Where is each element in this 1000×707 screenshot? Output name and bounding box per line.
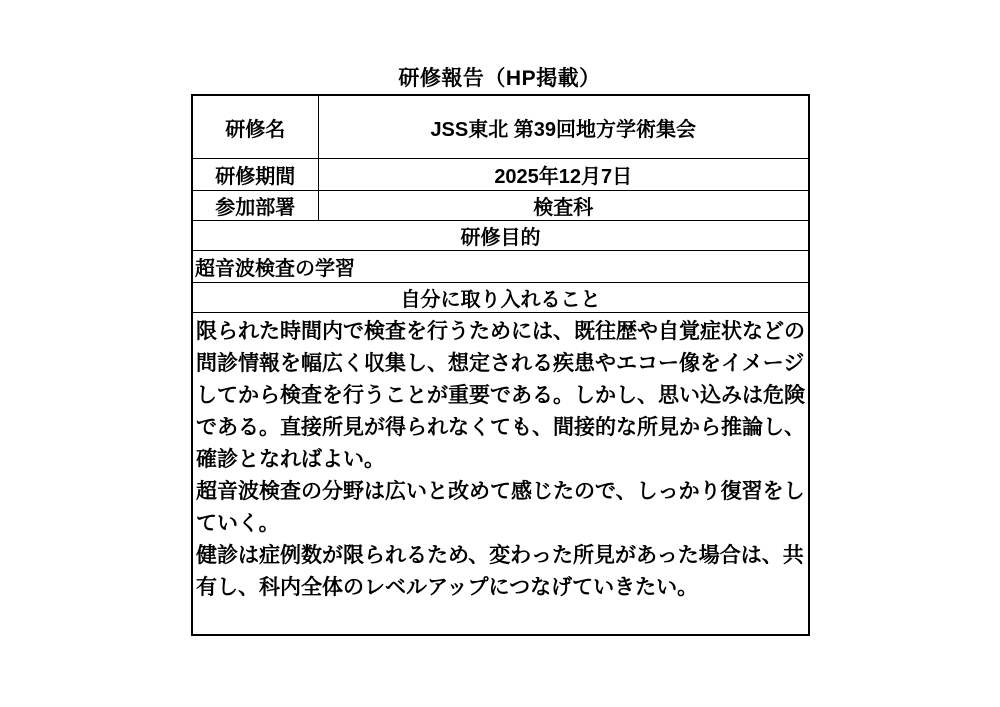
row-purpose-header bbox=[192, 221, 809, 251]
department-value: 検査科 bbox=[318, 191, 809, 221]
takeaway-line: してから検査を行うことが重要である。しかし、思い込みは危険 bbox=[196, 384, 805, 407]
takeaway-line: 限られた時間内で検査を行うためには、既往歴や自覚症状などの bbox=[196, 320, 805, 343]
training-period-value: 2025年12月7日 bbox=[318, 159, 809, 191]
department-label: 参加部署 bbox=[192, 191, 318, 221]
document-title: 研修報告（HP掲載） bbox=[398, 67, 601, 90]
takeaway-line: である。直接所見が得られなくても、間接的な所見から推論し、 bbox=[196, 416, 805, 439]
training-report-table bbox=[191, 94, 810, 636]
takeaway-line: 確診となればよい。 bbox=[196, 448, 385, 471]
takeaway-line: 問診情報を幅広く収集し、想定される疾患やエコー像をイメージ bbox=[196, 352, 805, 375]
purpose-header: 研修目的 bbox=[192, 221, 809, 251]
row-purpose-value bbox=[192, 251, 809, 283]
row-training-period bbox=[192, 159, 809, 191]
training-name-label: 研修名 bbox=[192, 95, 318, 159]
training-name-value: JSS東北 第39回地方学術集会 bbox=[318, 95, 809, 159]
takeaway-line: 超音波検査の分野は広いと改めて感じたので、しっかり復習をし bbox=[196, 480, 805, 503]
takeaway-line: ていく。 bbox=[196, 512, 280, 535]
takeaway-header: 自分に取り入れること bbox=[192, 283, 809, 313]
row-takeaway-body bbox=[192, 313, 809, 636]
purpose-value: 超音波検査の学習 bbox=[192, 251, 809, 283]
row-takeaway-header bbox=[192, 283, 809, 313]
row-department bbox=[192, 191, 809, 221]
takeaway-body-cell bbox=[192, 313, 809, 636]
training-period-label: 研修期間 bbox=[192, 159, 318, 191]
row-training-name bbox=[192, 95, 809, 159]
takeaway-line: 健診は症例数が限られるため、変わった所見があった場合は、共 bbox=[196, 544, 804, 567]
takeaway-line: 有し、科内全体のレベルアップにつなげていきたい。 bbox=[196, 576, 699, 599]
